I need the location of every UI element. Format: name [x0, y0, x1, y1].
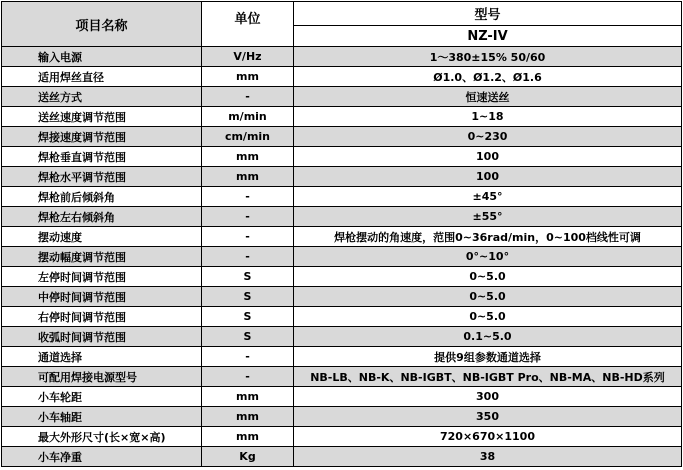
row-unit: Kg	[202, 447, 294, 467]
header-unit: 单位	[202, 2, 294, 47]
row-unit: S	[202, 267, 294, 287]
table-row	[2, 187, 682, 207]
table-row	[2, 367, 682, 387]
row-unit: -	[202, 347, 294, 367]
row-item-name: 焊枪左右倾斜角	[2, 207, 202, 227]
row-unit: mm	[202, 147, 294, 167]
table-row	[2, 327, 682, 347]
table-row	[2, 347, 682, 367]
row-item-name: 通道选择	[2, 347, 202, 367]
row-item-name: 送丝方式	[2, 87, 202, 107]
row-item-name: 摆动速度	[2, 227, 202, 247]
row-unit: -	[202, 207, 294, 227]
row-model-value: ±45°	[294, 187, 682, 207]
row-item-name: 右停时间调节范围	[2, 307, 202, 327]
row-item-name: 左停时间调节范围	[2, 267, 202, 287]
row-unit: mm	[202, 387, 294, 407]
row-item-name: 小车轮距	[2, 387, 202, 407]
header-model-value: NZ-IV	[294, 26, 682, 47]
row-model-value: 0~5.0	[294, 267, 682, 287]
row-item-name: 焊接速度调节范围	[2, 127, 202, 147]
row-model-value: 1~18	[294, 107, 682, 127]
table-row	[2, 147, 682, 167]
row-model-value: ±55°	[294, 207, 682, 227]
row-item-name: 适用焊丝直径	[2, 67, 202, 87]
table-row	[2, 107, 682, 127]
row-model-value: 100	[294, 147, 682, 167]
row-item-name: 最大外形尺寸(长×宽×高)	[2, 427, 202, 447]
row-item-name: 输入电源	[2, 47, 202, 67]
table-row	[2, 47, 682, 67]
row-item-name: 小车净重	[2, 447, 202, 467]
row-model-value: 0~5.0	[294, 307, 682, 327]
row-model-value: 350	[294, 407, 682, 427]
table-row	[2, 307, 682, 327]
row-unit: -	[202, 87, 294, 107]
row-model-value: 100	[294, 167, 682, 187]
row-unit: m/min	[202, 107, 294, 127]
table-row	[2, 287, 682, 307]
table-row	[2, 207, 682, 227]
row-item-name: 小车轴距	[2, 407, 202, 427]
header-item-name: 项目名称	[2, 2, 202, 47]
row-model-value: NB-LB、NB-K、NB-IGBT、NB-IGBT Pro、NB-MA、NB-HD系列	[294, 367, 682, 387]
row-model-value: 720×670×1100	[294, 427, 682, 447]
row-unit: mm	[202, 427, 294, 447]
table-body	[2, 47, 682, 467]
row-unit: mm	[202, 167, 294, 187]
row-item-name: 中停时间调节范围	[2, 287, 202, 307]
row-item-name: 可配用焊接电源型号	[2, 367, 202, 387]
row-model-value: 38	[294, 447, 682, 467]
row-item-name: 焊枪垂直调节范围	[2, 147, 202, 167]
row-unit: -	[202, 227, 294, 247]
row-model-value: 恒速送丝	[294, 87, 682, 107]
table-row	[2, 247, 682, 267]
row-model-value: 0.1~5.0	[294, 327, 682, 347]
row-unit: mm	[202, 67, 294, 87]
row-unit: -	[202, 367, 294, 387]
table-row	[2, 227, 682, 247]
row-model-value: Ø1.0、Ø1.2、Ø1.6	[294, 67, 682, 87]
row-item-name: 送丝速度调节范围	[2, 107, 202, 127]
row-unit: cm/min	[202, 127, 294, 147]
table-header	[2, 2, 682, 47]
row-unit: mm	[202, 407, 294, 427]
table-row	[2, 447, 682, 467]
row-model-value: 提供9组参数通道选择	[294, 347, 682, 367]
table-row	[2, 87, 682, 107]
table-row	[2, 167, 682, 187]
table-row	[2, 127, 682, 147]
row-unit: -	[202, 247, 294, 267]
header-model: 型号	[294, 2, 682, 26]
table-row	[2, 67, 682, 87]
row-unit: S	[202, 307, 294, 327]
row-model-value: 300	[294, 387, 682, 407]
table-row	[2, 427, 682, 447]
row-unit: S	[202, 327, 294, 347]
table-row	[2, 407, 682, 427]
row-item-name: 摆动幅度调节范围	[2, 247, 202, 267]
row-model-value: 焊枪摆动的角速度，范围0~36rad/min，0~100档线性可调	[294, 227, 682, 247]
row-model-value: 0°~10°	[294, 247, 682, 267]
row-model-value: 1～380±15% 50/60	[294, 47, 682, 67]
row-item-name: 焊枪前后倾斜角	[2, 187, 202, 207]
row-item-name: 焊枪水平调节范围	[2, 167, 202, 187]
spec-table	[1, 1, 682, 467]
row-unit: V/Hz	[202, 47, 294, 67]
row-model-value: 0~230	[294, 127, 682, 147]
row-unit: S	[202, 287, 294, 307]
table-row	[2, 387, 682, 407]
table-row	[2, 267, 682, 287]
row-unit: -	[202, 187, 294, 207]
row-model-value: 0~5.0	[294, 287, 682, 307]
row-item-name: 收弧时间调节范围	[2, 327, 202, 347]
